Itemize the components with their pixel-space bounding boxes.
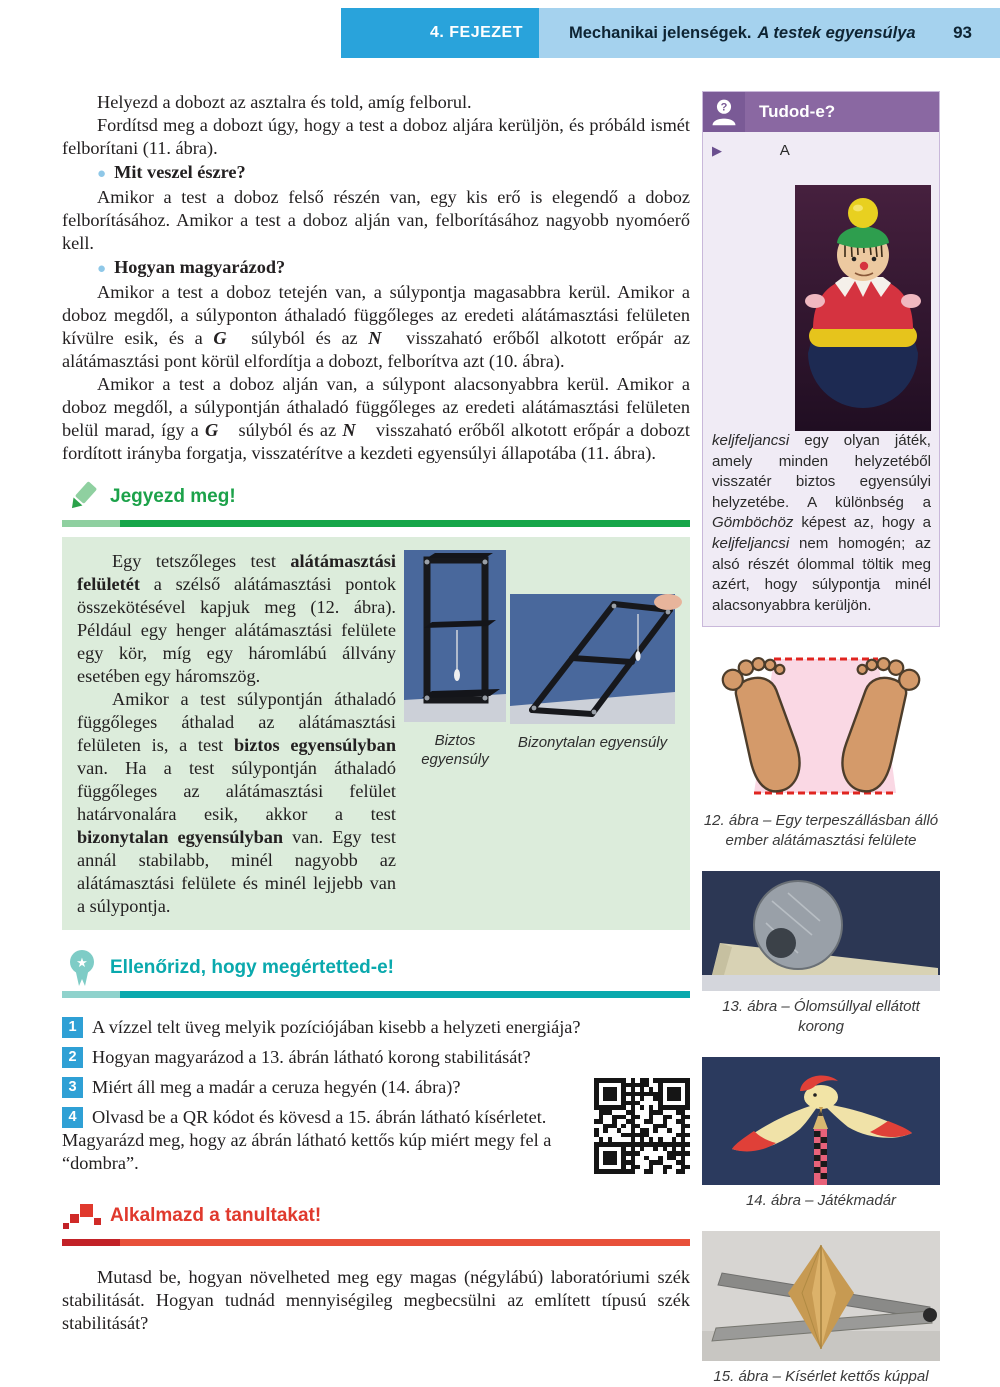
figure-unstable-equilibrium: [510, 594, 675, 752]
didyouknow-title: Tudod-e?: [759, 102, 836, 121]
bullet-icon: ●: [97, 261, 107, 277]
pointer-triangle-icon: ▶: [712, 143, 774, 158]
vector-N: N⃗: [342, 420, 370, 440]
vector-G: G⃗: [213, 328, 241, 348]
paragraph: Fordítsd meg a dobozt úgy, hogy a test a doboz aljára kerüljön, és próbáld ismét felborítani (11. ábra).: [62, 115, 690, 158]
section-rule: [62, 520, 690, 527]
chapter-title-bar: [539, 8, 1000, 58]
figure-13: [702, 871, 940, 1037]
double-cone-photo: [702, 1231, 940, 1361]
figure-stable-equilibrium: [404, 550, 506, 769]
page-header: [341, 8, 1000, 58]
paragraph: Amikor a test a doboz felső részén van, egy kis erő is elegendő a doboz felborításához. Amikor a test a doboz alján van, felborításához nagyobb nyomóerő kell.: [62, 187, 690, 253]
question-number: 2: [62, 1047, 83, 1068]
section-rule: [62, 1239, 690, 1246]
section-apply-heading: [62, 1198, 690, 1234]
paragraph: Amikor a test súlypontján áthaladó függőleges áthalad az alátámasztási felületen is, a test biztos egyensúlyban van. Ha a test súlypontján áthaladó függőleges az alátámasztási felület határvonalára esik, akkor a test bizonytalan egyensúlyban van. Egy test annál stabilabb, minél nagyobb az alátámasztási felülete és minél lejjebb van a súlypontja.: [77, 689, 396, 916]
svg-text:★: ★: [76, 955, 88, 970]
subheading-observe: ● Mit veszel észre?: [97, 162, 246, 182]
figure-caption: 13. ábra – Ólomsúllyal ellátott korong: [722, 998, 920, 1036]
chapter-label: 4. FEJEZET: [341, 8, 539, 58]
svg-text:?: ?: [720, 101, 728, 114]
question-number: 1: [62, 1017, 83, 1038]
section-rule: [62, 991, 690, 998]
section-check-heading: [62, 950, 690, 986]
figure-caption: Biztos egyensúly: [421, 732, 489, 768]
subheading-explain: ● Hogyan magyarázod?: [97, 257, 286, 277]
figure-caption: 15. ábra – Kísérlet kettős kúppal: [713, 1368, 929, 1386]
didyouknow-header: [703, 92, 939, 132]
paragraph: Mutasd be, hogyan növelheted meg egy magas (négylábú) laboratóriumi szék stabilitását. Hogyan tudnád mennyiségileg megbecsülni az említett típusú szék stabilitását?: [62, 1267, 690, 1333]
chapter-subtitle: A testek egyensúlya: [757, 23, 916, 42]
section-title: Ellenőrizd, hogy megértetted-e!: [110, 957, 394, 978]
bullet-icon: ●: [97, 166, 107, 182]
vector-G: G⃗: [204, 420, 233, 440]
unstable-shelf-photo: [510, 594, 675, 724]
section-remember-heading: [62, 479, 690, 515]
section-title: Alkalmazd a tanultakat!: [110, 1205, 322, 1226]
figure-12: [702, 647, 940, 851]
question-person-icon: [703, 92, 745, 132]
question-number: 3: [62, 1077, 83, 1098]
paragraph: Amikor a test a doboz tetején van, a súlypontja magasabbra kerül. Amikor a doboz megdől, a súlyponton áthaladó függőleges az eredeti alátámasztási felületen kívülre esik, és a G⃗ súlyból és az N⃗ visszaható erőből alkotott erőpár az alátámasztási pont körül elfordítja a dobozt, felborítva azt (10. ábra).: [62, 282, 690, 371]
figure-caption: Bizonytalan egyensúly: [517, 734, 668, 751]
questions-list: [62, 1016, 690, 1182]
section-title: Jegyezd meg!: [110, 486, 236, 507]
question-4: 4 Olvasd be a QR kódot és kövesd a 15. ábrán látható kísérletet. Magyarázd meg, hogy az ábrán látható kettős kúp miért megy fel a “dombra”.: [62, 1107, 552, 1173]
medal-icon: [62, 948, 102, 988]
question-3: 3 Miért áll meg a madár a ceruza hegyén (14. ábra)?: [62, 1076, 690, 1099]
blocks-icon: [62, 1201, 102, 1231]
didyouknow-body: ▶ A keljfeljancsi egy olyan játék, amely minden helyzetéből visszatér biztos egyensúlyi helyzetébe. A különbség a Gömböchöz képest az, hogy a keljfeljancsi nem homogén; az alsó részét ólommal töltik meg azért, hogy súlypontja minél alacsonyabbra kerüljön.: [712, 142, 931, 614]
page-number: 93: [953, 23, 972, 42]
feet-support-area-illustration: [702, 647, 940, 805]
weighted-disk-photo: [702, 871, 940, 991]
question-2: 2 Hogyan magyarázod a 13. ábrán látható korong stabilitását?: [62, 1046, 690, 1069]
paragraph: Egy tetszőleges test alátámasztási felületét a szélső alátámasztási pontok összekötésével kapjuk meg (12. ábra). Például egy henger alátámasztási felülete egy kör, míg egy háromlábú állvány esetében egy háromszög.: [77, 551, 396, 686]
pencil-icon: [62, 480, 102, 514]
figure-caption: 14. ábra – Játékmadár: [745, 1192, 897, 1210]
stable-shelf-photo: [404, 550, 506, 722]
chapter-title: Mechanikai jelenségek.: [569, 23, 752, 42]
figure-14: [702, 1057, 940, 1211]
main-column: [62, 91, 690, 1387]
didyouknow-box: [702, 91, 940, 627]
textbook-page: [0, 8, 1000, 1386]
question-1: 1 A vízzel telt üveg melyik pozíciójában kisebb a helyzeti energiája?: [62, 1016, 690, 1039]
remember-box: [62, 537, 690, 930]
balancing-bird-photo: [702, 1057, 940, 1185]
paragraph: Helyezd a dobozt az asztalra és told, amíg felborul.: [97, 92, 472, 112]
rolypoly-toy-photo: [795, 185, 931, 431]
qr-code: [594, 1078, 690, 1174]
qr-code-wrap: [594, 1078, 690, 1174]
vector-N: N⃗: [368, 328, 396, 348]
figure-15: [702, 1231, 940, 1387]
figure-caption: 12. ábra – Egy terpeszállásban álló ember alátámasztási felülete: [703, 812, 939, 850]
question-number: 4: [62, 1107, 83, 1128]
sidebar: [702, 91, 940, 1387]
paragraph: Amikor a test a doboz alján van, a súlypont alacsonyabbra kerül. Amikor a doboz megdől, a súlypontján áthaladó függőleges az eredeti alátámasztási felületen belül marad, így a G⃗ súlyból és az N⃗ visszaható erőből alkotott erőpár a dobozt fordított irányba forgatja, visszatérítve a kezdeti egyensúlyi állapotába (11. ábra).: [62, 374, 690, 463]
